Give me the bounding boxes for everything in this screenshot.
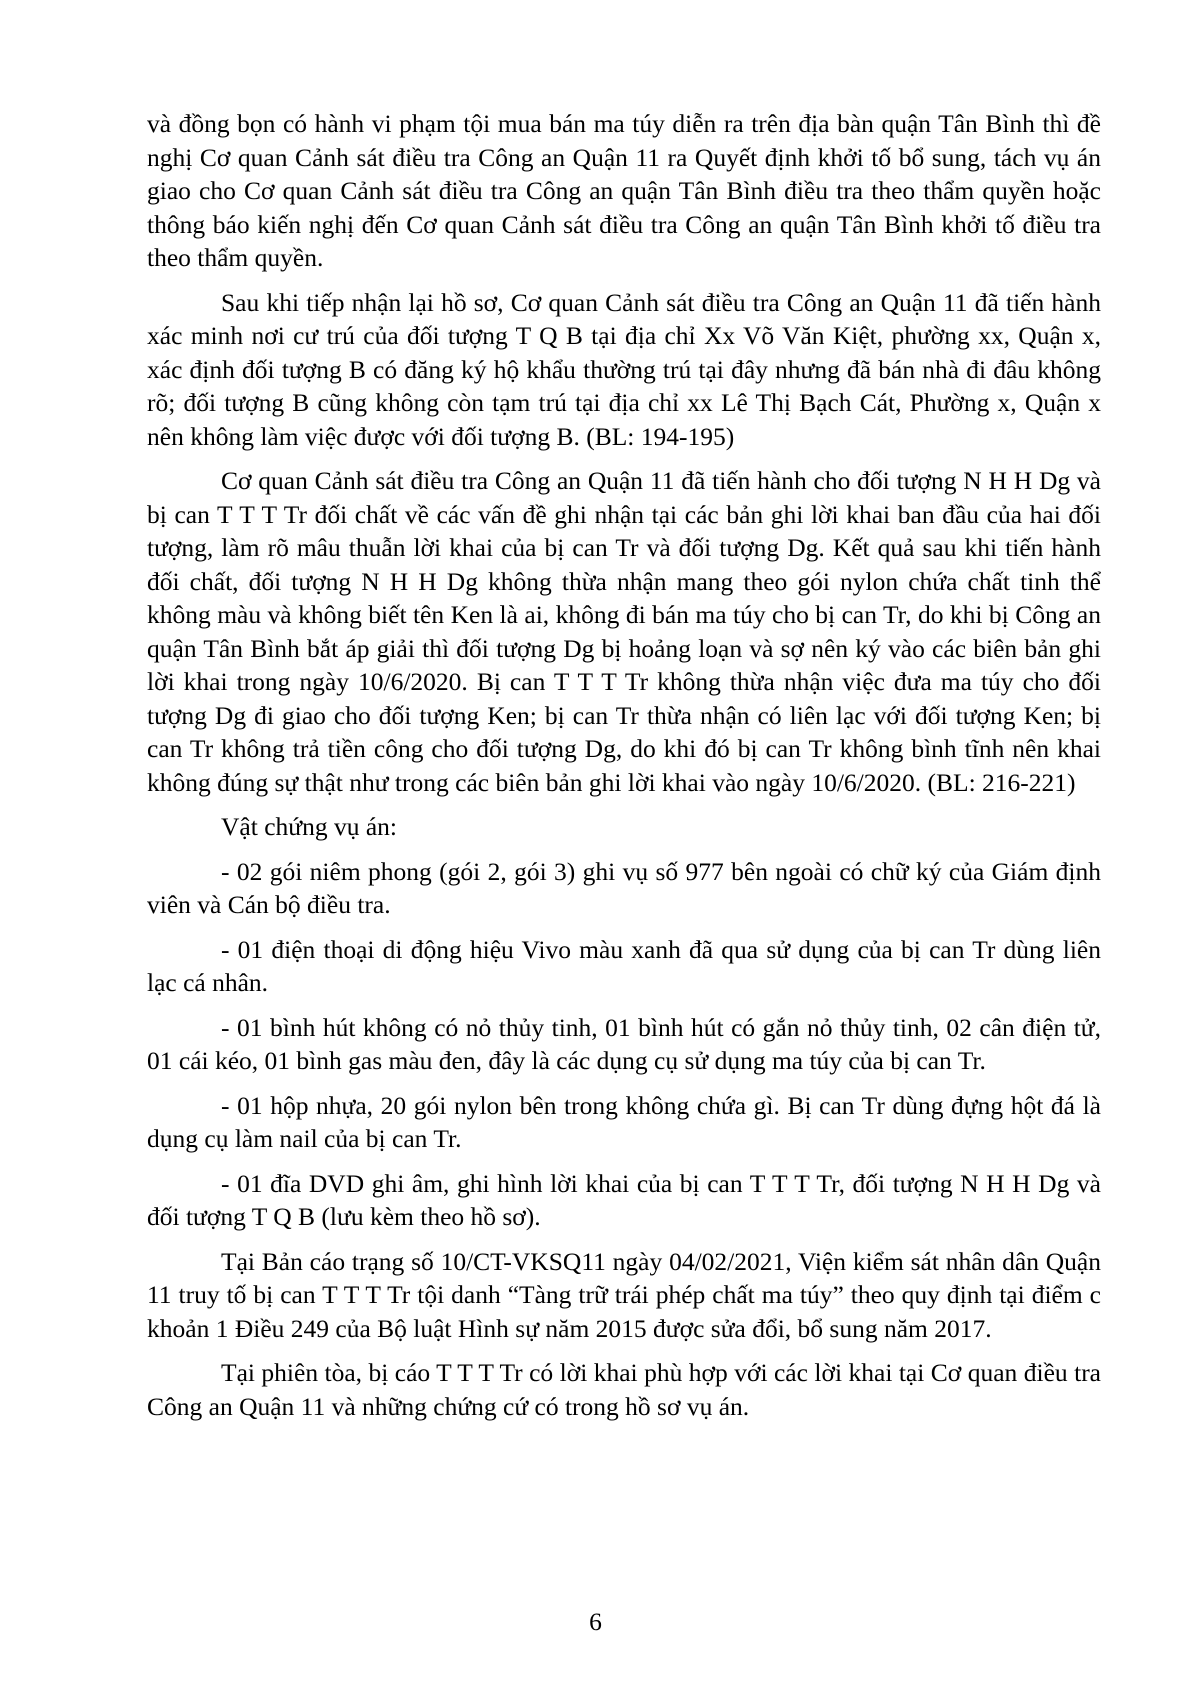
paragraph-evidence-heading: Vật chứng vụ án: (221, 812, 397, 841)
evidence-item: - 01 đĩa DVD ghi âm, ghi hình lời khai của bị can T T T Tr, đối tượng N H H Dg và đối tượng T Q B (lưu kèm theo hồ sơ). (147, 1168, 1101, 1231)
paragraph-indictment: Tại Bản cáo trạng số 10/CT-VKSQ11 ngày 04/02/2021, Viện kiểm sát nhân dân Quận 11 truy tố bị can T T T Tr tội danh “Tàng trữ trái phép chất ma túy” theo quy định tại điểm c khoản 1 Điều 249 của Bộ luật Hình sự năm 2015 được sửa đổi, bổ sung năm 2017. (147, 1246, 1101, 1343)
evidence-item: - 01 bình hút không có nỏ thủy tinh, 01 bình hút có gắn nỏ thủy tinh, 02 cân điện tử, 01 cái kéo, 01 bình gas màu đen, đây là các dụng cụ sử dụng ma túy của bị can Tr. (147, 1012, 1101, 1075)
evidence-item: - 02 gói niêm phong (gói 2, gói 3) ghi vụ số 977 bên ngoài có chữ ký của Giám định viên và Cán bộ điều tra. (147, 856, 1101, 919)
paragraph-trial: Tại phiên tòa, bị cáo T T T Tr có lời khai phù hợp với các lời khai tại Cơ quan điều tra Công an Quận 11 và những chứng cứ có trong hồ sơ vụ án. (147, 1358, 1101, 1421)
paragraph-residence-verification: Sau khi tiếp nhận lại hồ sơ, Cơ quan Cảnh sát điều tra Công an Quận 11 đã tiến hành xác minh nơi cư trú của đối tượng T Q B tại địa chỉ Xx Võ Văn Kiệt, phường xx, Quận x, xác định đối tượng B có đăng ký hộ khẩu thường trú tại đây nhưng đã bán nhà đi đâu không rõ; đối tượng B cũng không còn tạm trú tại địa chỉ xx Lê Thị Bạch Cát, Phường x, Quận x nên không làm việc được với đối tượng B. (BL: 194-195) (147, 287, 1101, 451)
evidence-item: - 01 hộp nhựa, 20 gói nylon bên trong không chứa gì. Bị can Tr dùng đựng hột đá là dụng cụ làm nail của bị can Tr. (147, 1090, 1101, 1153)
paragraph-continuation: và đồng bọn có hành vi phạm tội mua bán ma túy diễn ra trên địa bàn quận Tân Bình thì đề nghị Cơ quan Cảnh sát điều tra Công an Quận 11 ra Quyết định khởi tố bổ sung, tách vụ án giao cho Cơ quan Cảnh sát điều tra Công an quận Tân Bình điều tra theo thẩm quyền hoặc thông báo kiến nghị đến Cơ quan Cảnh sát điều tra Công an quận Tân Bình khởi tố điều tra theo thẩm quyền. (147, 109, 1101, 272)
paragraph-confrontation: Cơ quan Cảnh sát điều tra Công an Quận 11 đã tiến hành cho đối tượng N H H Dg và bị can T T T Tr đối chất về các vấn đề ghi nhận tại các bản ghi lời khai ban đầu của hai đối tượng, làm rõ mâu thuẫn lời khai của bị can Tr và đối tượng Dg. Kết quả sau khi tiến hành đối chất, đối tượng N H H Dg không thừa nhận mang theo gói nylon chứa chất tinh thể không màu và không biết tên Ken là ai, không đi bán ma túy cho bị can Tr, do khi bị Công an quận Tân Bình bắt áp giải thì đối tượng Dg bị hoảng loạn và sợ nên ký vào các biên bản ghi lời khai trong ngày 10/6/2020. Bị can T T T Tr không thừa nhận việc đưa ma túy cho đối tượng Dg đi giao cho đối tượng Ken; bị can Tr thừa nhận có liên lạc với đối tượng Ken; bị can Tr không trả tiền công cho đối tượng Dg, do khi đó bị can Tr không bình tĩnh nên khai không đúng sự thật như trong các biên bản ghi lời khai vào ngày 10/6/2020. (BL: 216-221) (147, 466, 1101, 797)
page-number: 6 (589, 1607, 602, 1636)
document-body (147, 107, 1101, 1434)
evidence-item: - 01 điện thoại di động hiệu Vivo màu xanh đã qua sử dụng của bị can Tr dùng liên lạc cá nhân. (147, 934, 1101, 997)
